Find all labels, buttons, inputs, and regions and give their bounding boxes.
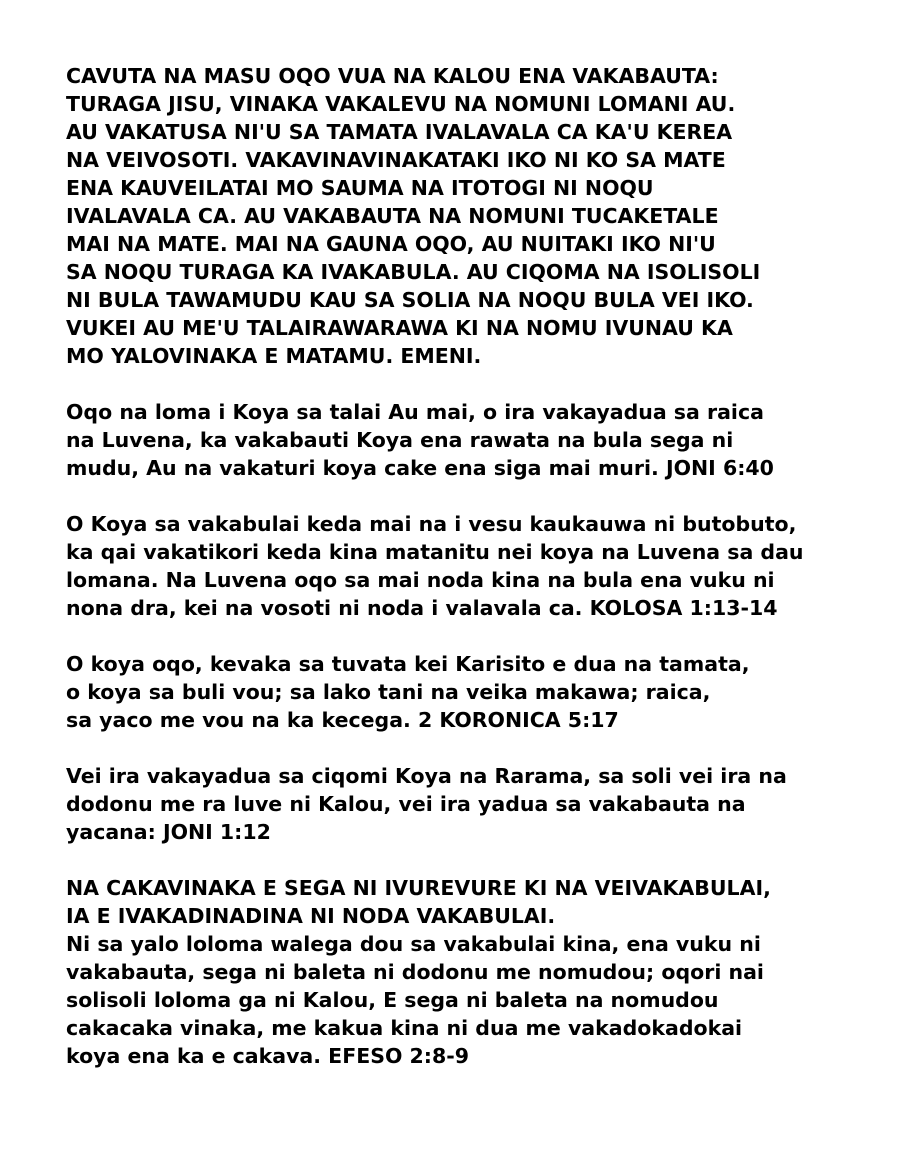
verse-colossians-1-13-14 <box>66 510 866 622</box>
verse-line: lomana. Na Luvena oqo sa mai noda kina na bula ena vuku ni <box>66 568 775 592</box>
verse-line: o koya sa buli vou; sa lako tani na veika makawa; raica, <box>66 680 711 704</box>
prayer-line: NI BULA TAWAMUDU KAU SA SOLIA NA NOQU BULA VEI IKO. <box>66 288 754 312</box>
prayer-line: TURAGA JISU, VINAKA VAKALEVU NA NOMUNI LOMANI AU. <box>66 92 736 116</box>
prayer-line: NA VEIVOSOTI. VAKAVINAVINAKATAKI IKO NI KO SA MATE <box>66 148 726 172</box>
verse-john-6-40 <box>66 398 866 482</box>
verse-line: dodonu me ra luve ni Kalou, vei ira yadua sa vakabauta na <box>66 792 746 816</box>
verse-john-1-12 <box>66 762 866 846</box>
verse-line: Vei ira vakayadua sa ciqomi Koya na Rarama, sa soli vei ira na <box>66 764 787 788</box>
verse-line: O koya oqo, kevaka sa tuvata kei Karisito e dua na tamata, <box>66 652 750 676</box>
closing-body-line: Ni sa yalo loloma walega dou sa vakabulai kina, ena vuku ni <box>66 932 761 956</box>
verse-line: nona dra, kei na vosoti ni noda i valavala ca. KOLOSA 1:13-14 <box>66 596 778 620</box>
verse-line: sa yaco me vou na ka kecega. 2 KORONICA 5:17 <box>66 708 619 732</box>
closing-body-line: solisoli loloma ga ni Kalou, E sega ni baleta na nomudou <box>66 988 719 1012</box>
verse-corinthians-5-17 <box>66 650 866 734</box>
prayer-line: CAVUTA NA MASU OQO VUA NA KALOU ENA VAKABAUTA: <box>66 64 719 88</box>
prayer-line: IVALAVALA CA. AU VAKABAUTA NA NOMUNI TUCAKETALE <box>66 204 719 228</box>
prayer-line: MO YALOVINAKA E MATAMU. EMENI. <box>66 344 482 368</box>
prayer-line: SA NOQU TURAGA KA IVAKABULA. AU CIQOMA NA ISOLISOLI <box>66 260 761 284</box>
closing-body-line: koya ena ka e cakava. EFESO 2:8-9 <box>66 1044 470 1068</box>
closing-heading-line: NA CAKAVINAKA E SEGA NI IVUREVURE KI NA VEIVAKABULAI, <box>66 876 771 900</box>
closing-body-line: vakabauta, sega ni baleta ni dodonu me nomudou; oqori nai <box>66 960 764 984</box>
verse-line: na Luvena, ka vakabauti Koya ena rawata na bula sega ni <box>66 428 734 452</box>
verse-line: ka qai vakatikori keda kina matanitu nei koya na Luvena sa dau <box>66 540 804 564</box>
prayer-line: AU VAKATUSA NI'U SA TAMATA IVALAVALA CA KA'U KEREA <box>66 120 733 144</box>
prayer-paragraph <box>66 62 866 370</box>
closing-section <box>66 874 866 1070</box>
verse-line: mudu, Au na vakaturi koya cake ena siga mai muri. JONI 6:40 <box>66 456 774 480</box>
verse-line: O Koya sa vakabulai keda mai na i vesu kaukauwa ni butobuto, <box>66 512 797 536</box>
closing-body-line: cakacaka vinaka, me kakua kina ni dua me vakadokadokai <box>66 1016 743 1040</box>
prayer-line: VUKEI AU ME'U TALAIRAWARAWA KI NA NOMU IVUNAU KA <box>66 316 733 340</box>
closing-heading-line: IA E IVAKADINADINA NI NODA VAKABULAI. <box>66 904 556 928</box>
document-page <box>66 62 866 1098</box>
prayer-line: ENA KAUVEILATAI MO SAUMA NA ITOTOGI NI NOQU <box>66 176 654 200</box>
prayer-line: MAI NA MATE. MAI NA GAUNA OQO, AU NUITAKI IKO NI'U <box>66 232 716 256</box>
verse-line: Oqo na loma i Koya sa talai Au mai, o ira vakayadua sa raica <box>66 400 764 424</box>
verse-line: yacana: JONI 1:12 <box>66 820 271 844</box>
